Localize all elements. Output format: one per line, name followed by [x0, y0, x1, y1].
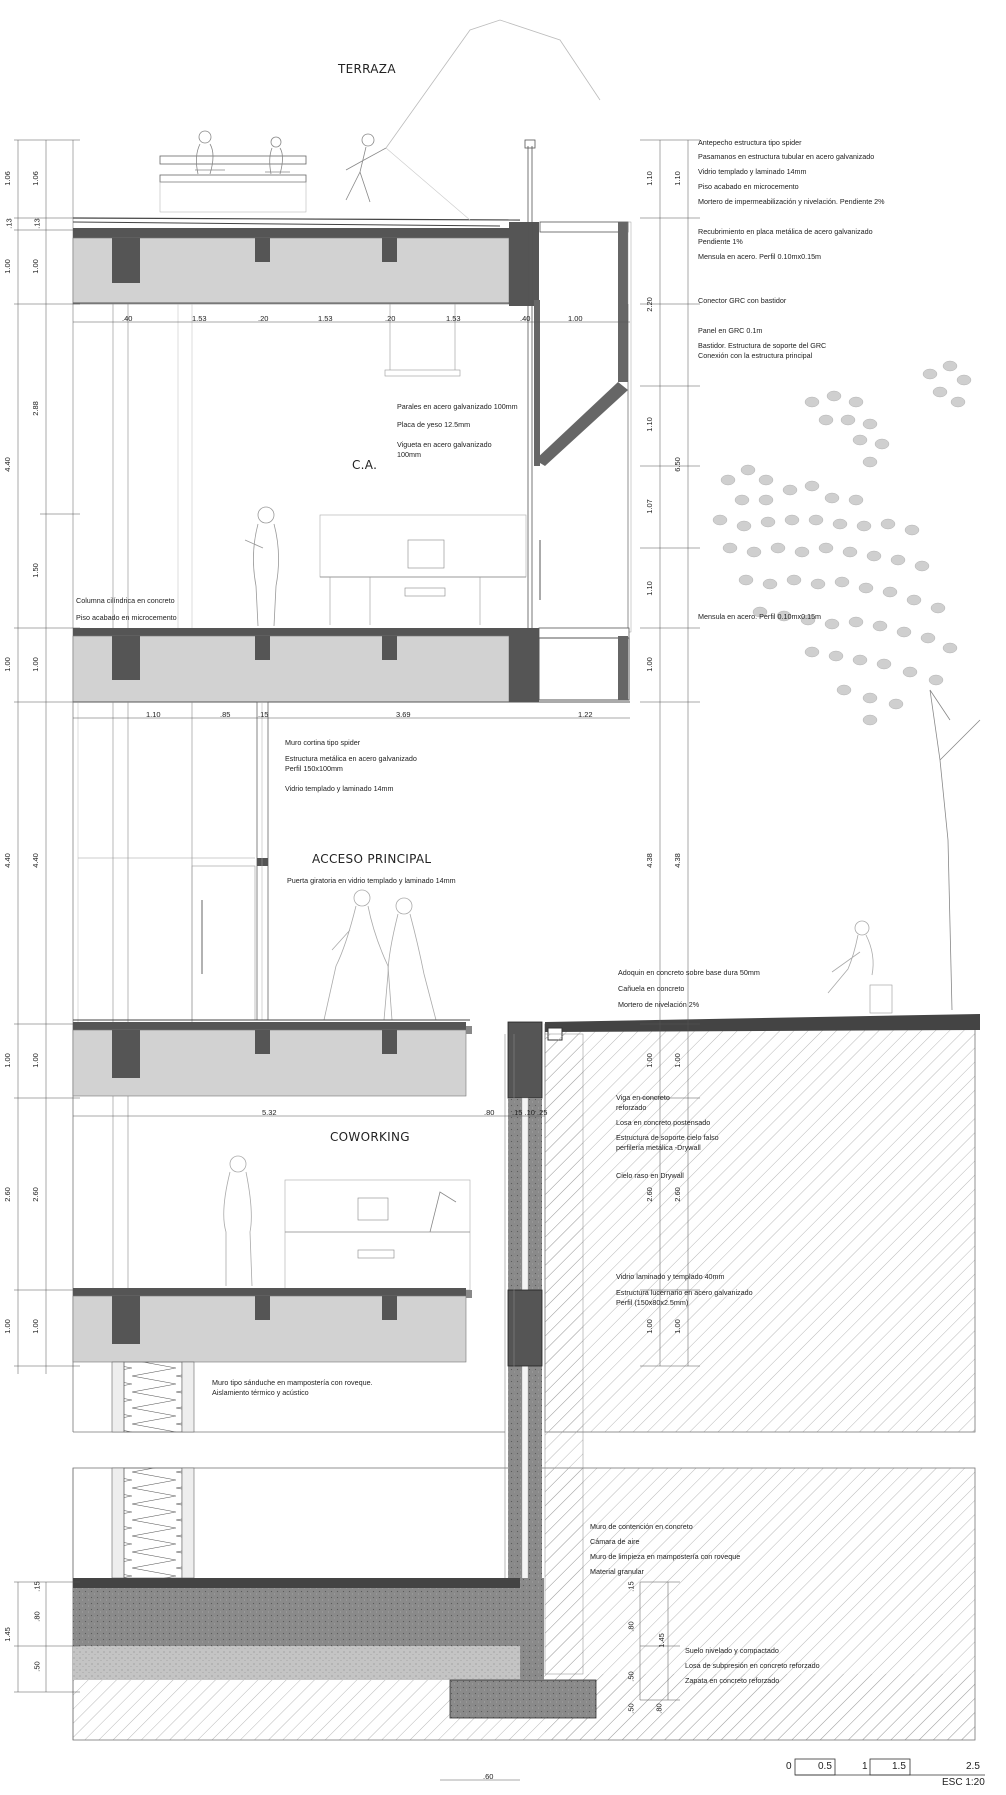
- vdim-text: .15: [626, 1581, 636, 1592]
- vdim-text: .80: [32, 1611, 42, 1622]
- dim-text: 1.10: [146, 710, 161, 719]
- note-canuela: Cañuela en concreto: [618, 984, 685, 993]
- note-mensula-mid: Mensula en acero. Perfil 0.10mx0.15m: [698, 612, 822, 621]
- vdim-text: .50: [626, 1703, 636, 1714]
- vdim-text: 1.00: [2, 1053, 12, 1068]
- vdim-text: 1.00: [30, 657, 40, 672]
- note-puerta: Puerta giratoria en vidrio templado y laminado 14mm: [287, 876, 456, 885]
- tree-illustration: [713, 361, 971, 725]
- vdim-text: 1.06: [30, 171, 40, 186]
- slab-1: [73, 222, 540, 306]
- note-mortero-imp: Mortero de impermeabilización y nivelación. Pendiente 2%: [698, 197, 885, 206]
- note-columna: Columna cilíndrica en concreto: [76, 596, 175, 605]
- note-recubrimiento-2: Pendiente 1%: [698, 237, 743, 246]
- note-piso-top: Piso acabado en microcemento: [698, 182, 799, 191]
- scale-tick-05: 0.5: [818, 1761, 832, 1772]
- vdim-text: 1.45: [656, 1633, 666, 1648]
- note-vidrio-mid: Vidrio templado y laminado 14mm: [285, 784, 394, 793]
- note-camara: Cámara de aire: [590, 1537, 640, 1546]
- vdim-text: 1.00: [2, 1319, 12, 1334]
- vdim-text: 2.60: [672, 1187, 682, 1202]
- dim-text: .40: [122, 314, 133, 323]
- tree-trunk: [930, 690, 980, 1010]
- vdim-text: .80: [626, 1621, 636, 1632]
- note-bastidor-1: Bastidor. Estructura de soporte del GRC: [698, 341, 827, 350]
- note-estructura-1: Estructura metálica en acero galvanizado: [285, 754, 417, 763]
- terrace-level: [73, 20, 600, 1024]
- scale-tick-25: 2.5: [966, 1761, 980, 1772]
- scale-tick-0: 0: [786, 1761, 792, 1772]
- note-vigueta-1: Vigueta en acero galvanizado: [397, 440, 492, 449]
- vdim-text: 2.60: [30, 1187, 40, 1202]
- note-cielo-raso: Cielo raso en Drywall: [616, 1171, 684, 1180]
- note-vidrio-top: Vidrio templado y laminado 14mm: [698, 167, 807, 176]
- vdim-text: 1.07: [644, 499, 654, 514]
- note-zapata: Zapata en concreto reforzado: [685, 1676, 780, 1685]
- note-parales: Parales en acero galvanizado 100mm: [397, 402, 518, 411]
- note-placa-yeso: Placa de yeso 12.5mm: [397, 420, 471, 429]
- room-label-ca: C.A.: [352, 458, 378, 472]
- note-viga-2: reforzado: [616, 1103, 647, 1112]
- vdim-text: 1.00: [2, 259, 12, 274]
- vdim-text: 1.00: [30, 1053, 40, 1068]
- note-conector: Conector GRC con bastidor: [698, 296, 787, 305]
- vdim-text: 4.40: [2, 457, 12, 472]
- vdim-text: 4.38: [672, 853, 682, 868]
- vdim-text: 2.60: [2, 1187, 12, 1202]
- note-muro-sanduche-2: Aislamiento térmico y acústico: [212, 1388, 309, 1397]
- sandwich-wall: [112, 1362, 194, 1578]
- note-viga-1: Viga en concreto: [616, 1093, 670, 1102]
- note-muro-contencion: Muro de contención en concreto: [590, 1522, 693, 1531]
- vdim-text: .50: [626, 1671, 636, 1682]
- vdim-text: 2.60: [644, 1187, 654, 1202]
- note-estructura-2: Perfil 150x100mm: [285, 764, 343, 773]
- vdim-text: 6.50: [672, 457, 682, 472]
- vdim-text: 4.40: [30, 853, 40, 868]
- vdim-text: .13: [32, 218, 42, 229]
- slab-3: [73, 1022, 542, 1098]
- note-adoquin: Adoquin en concreto sobre base dura 50mm: [618, 968, 760, 977]
- vdim-text: 1.00: [644, 1319, 654, 1334]
- note-recubrimiento-1: Recubrimiento en placa metálica de acero galvanizado: [698, 227, 873, 236]
- dim-text: 1.53: [192, 314, 207, 323]
- dim-text: .20: [385, 314, 396, 323]
- vdim-text: 2.88: [30, 401, 40, 416]
- note-muro-limpieza: Muro de limpieza en mampostería con roveque: [590, 1552, 741, 1561]
- note-suelo: Suelo nivelado y compactado: [685, 1646, 779, 1655]
- note-muro-sanduche-1: Muro tipo sánduche en mampostería con roveque.: [212, 1378, 373, 1387]
- note-pasamanos: Pasamanos en estructura tubular en acero galvanizado: [698, 152, 875, 161]
- vdim-text: 1.10: [644, 417, 654, 432]
- vdim-text: 1.00: [2, 657, 12, 672]
- note-lucernario-1: Estructura lucernario en acero galvanizado: [616, 1288, 753, 1297]
- note-vigueta-2: 100mm: [397, 450, 421, 459]
- dim-text: .85: [220, 710, 231, 719]
- vdim-text: .80: [654, 1703, 664, 1714]
- vdim-text: 2.20: [644, 297, 654, 312]
- note-panel-grc: Panel en GRC 0.1m: [698, 326, 763, 335]
- vdim-text: 1.50: [30, 563, 40, 578]
- note-mensula-top: Mensula en acero. Perfil 0.10mx0.15m: [698, 252, 822, 261]
- vdim-text: .13: [4, 218, 14, 229]
- scale-label: ESC 1:20: [942, 1777, 985, 1788]
- dim-text: 1.53: [318, 314, 333, 323]
- note-bastidor-2: Conexión con la estructura principal: [698, 351, 813, 360]
- dim-text: .80: [484, 1108, 495, 1117]
- slab-2: [73, 628, 630, 702]
- note-piso-micro: Piso acabado en microcemento: [76, 613, 177, 622]
- dim-text: 1.53: [446, 314, 461, 323]
- vdim-text: .50: [32, 1661, 42, 1672]
- vdim-text: 1.00: [644, 657, 654, 672]
- note-losa-sub: Losa de subpresión en concreto reforzado: [685, 1661, 820, 1670]
- room-label-coworking: COWORKING: [330, 1130, 410, 1144]
- dim-text: 1.00: [568, 314, 583, 323]
- scale-tick-1: 1: [862, 1761, 868, 1772]
- note-material-granular: Material granular: [590, 1567, 644, 1576]
- note-lucernario-2: Perfil (150x80x2.5mm): [616, 1298, 689, 1307]
- vdim-text: 1.00: [644, 1053, 654, 1068]
- vdim-text: 1.00: [30, 1319, 40, 1334]
- vdim-text: 4.38: [644, 853, 654, 868]
- note-estr-cielo-1: Estructura de soporte cielo falso: [616, 1133, 719, 1142]
- dim-text: .40: [520, 314, 531, 323]
- vdim-text: 4.40: [2, 853, 12, 868]
- vdim-text: 1.00: [672, 1319, 682, 1334]
- note-muro-cortina: Muro cortina tipo spider: [285, 738, 361, 747]
- dim-text: .60: [483, 1772, 494, 1781]
- vdim-text: .15: [32, 1581, 42, 1592]
- vdim-text: 1.00: [672, 1053, 682, 1068]
- dim-text: .20: [258, 314, 269, 323]
- vdim-text: 1.10: [672, 171, 682, 186]
- note-antepecho: Antepecho estructura tipo spider: [698, 138, 802, 147]
- room-label-terraza: TERRAZA: [338, 62, 396, 76]
- vdim-text: 1.10: [644, 581, 654, 596]
- note-losa-post: Losa en concreto postensado: [616, 1118, 711, 1127]
- dim-text: .15 .10 .25: [512, 1108, 548, 1117]
- note-estr-cielo-2: perfilería metálica -Drywall: [616, 1143, 701, 1152]
- dim-text: 5.32: [262, 1108, 277, 1117]
- vdim-text: 1.00: [30, 259, 40, 274]
- vdim-text: 1.06: [2, 171, 12, 186]
- dim-text: .15: [258, 710, 269, 719]
- note-vidrio40: Vidrio laminado y templado 40mm: [616, 1272, 725, 1281]
- scale-tick-15: 1.5: [892, 1761, 906, 1772]
- note-mortero-niv: Mortero de nivelación 2%: [618, 1000, 700, 1009]
- grc-facade-panel: [525, 140, 631, 632]
- vdim-text: 1.45: [2, 1627, 12, 1642]
- slab-4: [73, 1288, 472, 1362]
- vdim-text: 1.10: [644, 171, 654, 186]
- dim-text: 3.69: [396, 710, 411, 719]
- room-label-acceso: ACCESO PRINCIPAL: [312, 852, 432, 866]
- dim-text: 1.22: [578, 710, 593, 719]
- acceso-level: [73, 702, 892, 1024]
